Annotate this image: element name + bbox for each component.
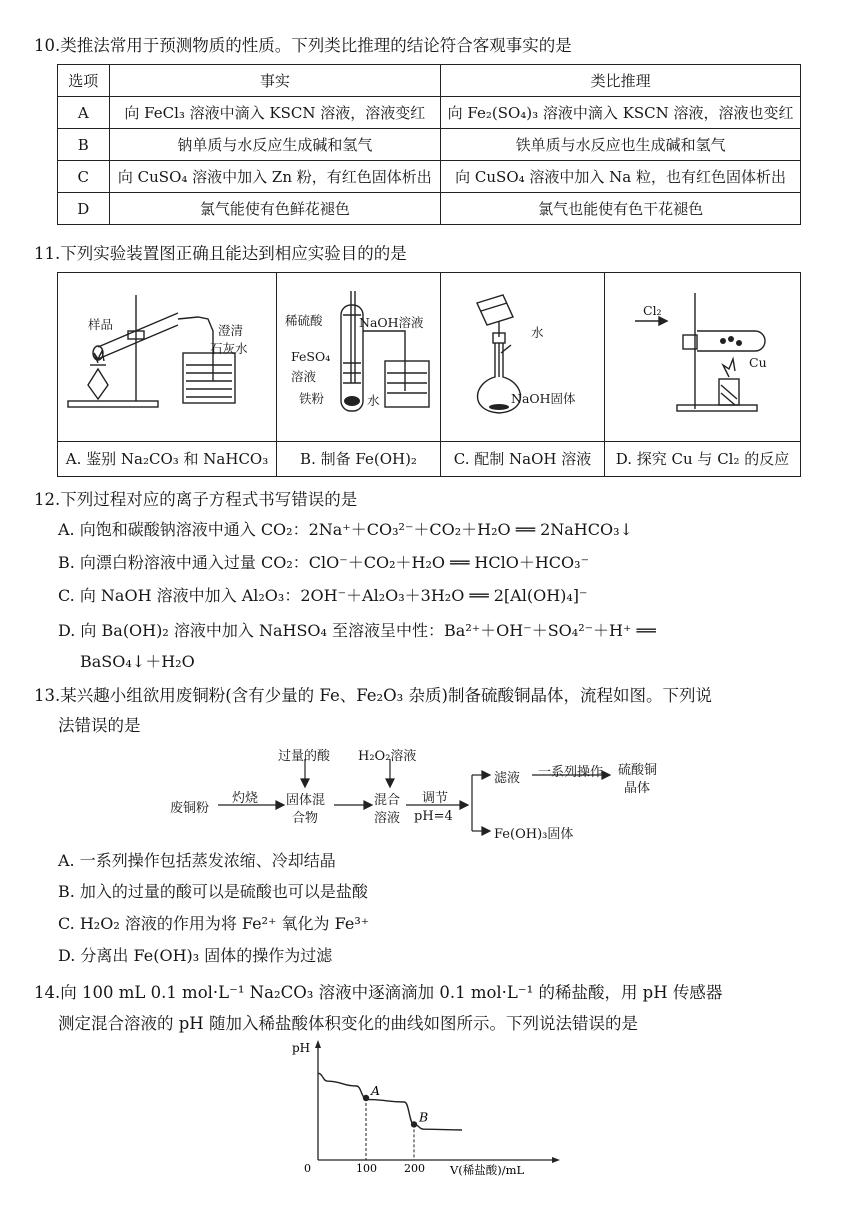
row-d-label: D	[58, 193, 110, 225]
flow-step2-line1: 调节	[422, 791, 449, 806]
q11-apparatus-grid	[57, 272, 801, 477]
x-tick-label: 0	[304, 1162, 311, 1175]
row-c-analogy: 向 CuSO₄ 溶液中加入 Na 粒，也有红色固体析出	[441, 161, 801, 193]
ph-titration-chart	[290, 1038, 570, 1178]
row-b-analogy: 铁单质与水反应也生成碱和氢气	[441, 129, 801, 161]
x-axis-arrow	[552, 1157, 560, 1163]
flow-box1-line1: 固体混	[286, 793, 326, 808]
panel-c	[441, 273, 605, 476]
q13-option-a: A. 一系列操作包括蒸发浓缩、冷却结晶	[58, 851, 336, 870]
flow-out2: Fe(OH)₃固体	[494, 827, 574, 842]
flow-box2-line2: 溶液	[374, 811, 401, 826]
chart-series-line	[318, 1073, 462, 1130]
table-row	[58, 161, 801, 193]
flow-box1-line2: 合物	[292, 811, 319, 826]
q14-stem-line1: 14.向 100 mL 0.1 mol·L⁻¹ Na₂CO₃ 溶液中逐滴滴加 0.1 mol·L⁻¹ 的稀盐酸，用 pH 传感器	[34, 983, 723, 1002]
chart-point-label: A	[371, 1083, 381, 1098]
header-option: 选项	[58, 65, 110, 97]
q10-stem: 10.类推法常用于预测物质的性质。下列类比推理的结论符合客观事实的是	[34, 36, 572, 55]
table-row	[58, 129, 801, 161]
label-solution: 溶液	[291, 369, 317, 384]
flow-step3: 一系列操作	[538, 765, 604, 780]
header-analogy: 类比推理	[441, 65, 801, 97]
y-axis-label: pH	[292, 1041, 311, 1055]
q13-option-d: D. 分离出 Fe(OH)₃ 固体的操作为过滤	[58, 946, 333, 965]
apparatus-c-drawing	[441, 273, 604, 441]
flow-out1: 滤液	[494, 771, 521, 786]
y-axis-arrow	[315, 1040, 321, 1048]
row-b-label: B	[58, 129, 110, 161]
flow-box2-line1: 混合	[374, 793, 401, 808]
q12-option-d-cont: BaSO₄↓＋H₂O	[80, 652, 195, 671]
flow-product-line1: 硫酸铜	[618, 763, 658, 778]
chart-point-label: B	[419, 1109, 429, 1125]
label-clear: 澄清	[218, 323, 244, 338]
panel-a	[58, 273, 277, 476]
q12-option-b: B. 向漂白粉溶液中通入过量 CO₂：ClO⁻＋CO₂＋H₂O ══ HClO＋HCO₃⁻	[58, 553, 590, 572]
apparatus-a-drawing	[58, 273, 276, 441]
row-c-label: C	[58, 161, 110, 193]
label-dilute-acid: 稀硫酸	[285, 313, 323, 328]
q14-stem-line2: 测定混合溶液的 pH 随加入稀盐酸体积变化的曲线如图所示。下列说法错误的是	[58, 1014, 638, 1033]
label-water-c: 水	[531, 325, 544, 340]
q10-table	[57, 64, 801, 225]
label-water: 水	[367, 393, 380, 408]
panel-b-caption: B. 制备 Fe(OH)₂	[277, 441, 440, 476]
q13-option-b: B. 加入的过量的酸可以是硫酸也可以是盐酸	[58, 882, 368, 901]
flow-reagent1: 过量的酸	[278, 749, 331, 764]
label-feso4: FeSO₄	[291, 349, 331, 364]
table-row	[58, 97, 801, 129]
q13-flowchart	[170, 745, 690, 840]
flow-reagent2: H₂O₂溶液	[358, 749, 417, 764]
row-a-fact: 向 FeCl₃ 溶液中滴入 KSCN 溶液，溶液变红	[109, 97, 441, 129]
row-c-fact: 向 CuSO₄ 溶液中加入 Zn 粉，有红色固体析出	[109, 161, 441, 193]
label-limewater: 石灰水	[210, 341, 248, 356]
chart-point	[411, 1121, 417, 1127]
q13-option-c: C. H₂O₂ 溶液的作用为将 Fe²⁺ 氧化为 Fe³⁺	[58, 914, 370, 933]
label-iron-powder: 铁粉	[299, 391, 325, 406]
label-sample: 样品	[88, 317, 114, 332]
row-d-fact: 氯气能使有色鲜花褪色	[109, 193, 441, 225]
q12-stem: 12.下列过程对应的离子方程式书写错误的是	[34, 490, 358, 509]
table-header-row	[58, 65, 801, 97]
x-tick-label: 200	[404, 1162, 425, 1175]
q11-stem: 11.下列实验装置图正确且能达到相应实验目的的是	[34, 244, 407, 263]
q12-option-a: A. 向饱和碳酸钠溶液中通入 CO₂：2Na⁺＋CO₃²⁻＋CO₂＋H₂O ══ 2NaHCO₃↓	[58, 520, 633, 539]
x-axis-label: V(稀盐酸)/mL	[450, 1163, 525, 1177]
panel-a-caption: A. 鉴别 Na₂CO₃ 和 NaHCO₃	[58, 441, 276, 476]
x-tick-label: 100	[356, 1162, 377, 1175]
panel-c-caption: C. 配制 NaOH 溶液	[441, 441, 604, 476]
flow-product-line2: 晶体	[624, 781, 651, 796]
row-a-analogy: 向 Fe₂(SO₄)₃ 溶液中滴入 KSCN 溶液，溶液也变红	[441, 97, 801, 129]
row-a-label: A	[58, 97, 110, 129]
label-cu: Cu	[749, 355, 767, 370]
chart-marks	[363, 1083, 428, 1160]
row-b-fact: 钠单质与水反应生成碱和氢气	[109, 129, 441, 161]
q13-stem-line1: 13.某兴趣小组欲用废铜粉(含有少量的 Fe、Fe₂O₃ 杂质)制备硫酸铜晶体，流程如图。下列说	[34, 686, 712, 705]
apparatus-d-drawing	[605, 273, 799, 441]
q13-stem-line2: 法错误的是	[58, 716, 141, 735]
flow-start: 废铜粉	[170, 801, 210, 816]
table-row	[58, 193, 801, 225]
row-d-analogy: 氯气也能使有色干花褪色	[441, 193, 801, 225]
panel-d	[605, 273, 800, 476]
header-fact: 事实	[109, 65, 441, 97]
label-cl2: Cl₂	[643, 303, 662, 318]
chart-point	[363, 1095, 369, 1101]
flow-step1: 灼烧	[232, 791, 259, 806]
flow-step2-line2: pH=4	[414, 809, 453, 824]
label-naoh-solid: NaOH固体	[511, 391, 576, 406]
label-naoh-solution: NaOH溶液	[359, 315, 424, 330]
q12-option-d: D. 向 Ba(OH)₂ 溶液中加入 NaHSO₄ 至溶液呈中性：Ba²⁺＋OH⁻＋SO₄²⁻＋H⁺ ══	[58, 621, 656, 640]
panel-d-caption: D. 探究 Cu 与 Cl₂ 的反应	[605, 441, 800, 476]
q12-option-c: C. 向 NaOH 溶液中加入 Al₂O₃：2OH⁻＋Al₂O₃＋3H₂O ══ 2[Al(OH)₄]⁻	[58, 586, 588, 605]
panel-b	[277, 273, 441, 476]
